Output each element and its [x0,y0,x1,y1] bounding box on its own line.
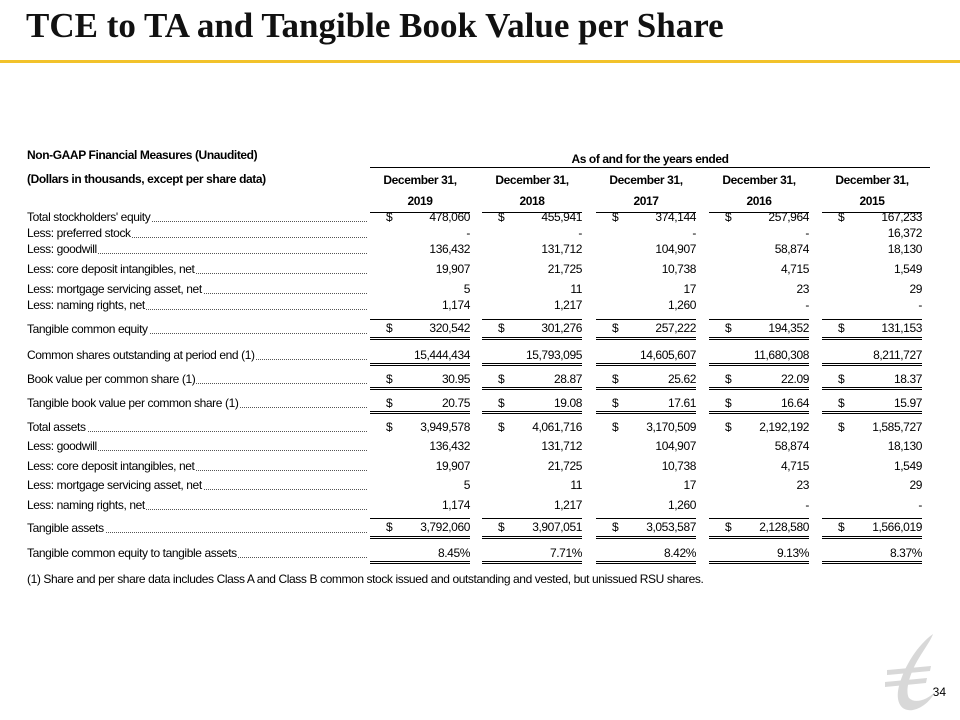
column-header-date: December 31, [722,173,796,187]
cell-value: 3,792,060 [420,520,470,534]
currency-symbol: $ [386,321,393,335]
table-cell [370,518,470,539]
table-cell [370,209,470,225]
column-header-2015 [822,170,922,212]
cell-value: 15,793,095 [525,348,582,362]
currency-symbol: $ [498,396,505,410]
cell-value: 8.37% [889,546,922,560]
table-cell [370,297,470,313]
cell-value: 19,907 [435,262,470,276]
currency-symbol: $ [386,420,393,434]
row-label: Less: core deposit intangibles, net [27,459,195,473]
cell-value: 1,260 [667,498,696,512]
table-row [27,395,932,411]
table-cell [482,261,582,277]
cell-value: 11 [570,282,582,296]
currency-symbol: $ [612,210,619,224]
currency-symbol: $ [612,321,619,335]
table-cell [709,477,809,493]
cell-value: 374,144 [655,210,696,224]
column-header-date: December 31, [495,173,569,187]
cell-value: 17 [683,282,696,296]
table-cell [822,419,922,435]
column-header-year: 2016 [746,194,772,208]
table-cell [482,297,582,313]
table-cell [370,261,470,277]
table-row [27,209,932,225]
cell-value: - [578,226,582,240]
cell-value: 23 [796,478,809,492]
table-row [27,545,932,561]
table-cell [482,241,582,257]
table-cell [370,497,470,513]
table-cell [596,241,696,257]
currency-symbol: $ [386,396,393,410]
cell-value: 5 [463,282,470,296]
row-label-cell [27,520,367,536]
table-cell [822,477,922,493]
currency-symbol: $ [725,396,732,410]
table-units-note: (Dollars in thousands, except per share data) [27,172,266,186]
row-label-cell [27,477,367,493]
table-caption: Non-GAAP Financial Measures (Unaudited) [27,148,258,162]
cell-value: 104,907 [655,439,696,453]
currency-symbol: $ [725,321,732,335]
cell-value: 30.95 [441,372,470,386]
cell-value: 20.75 [441,396,470,410]
table-row [27,497,932,513]
cell-value: 194,352 [768,321,809,335]
cell-value: - [466,226,470,240]
row-label-cell [27,497,367,513]
table-row [27,347,932,363]
table-cell [482,347,582,366]
currency-symbol: $ [498,210,505,224]
table-cell [709,371,809,390]
cell-value: 478,060 [429,210,470,224]
table-cell [370,241,470,257]
table-cell [482,395,582,414]
table-cell [822,497,922,513]
cell-value: 29 [909,478,922,492]
cell-value: 131,712 [541,242,582,256]
cell-value: 18.37 [893,372,922,386]
cell-value: 104,907 [655,242,696,256]
cell-value: 8.42% [663,546,696,560]
currency-symbol: $ [498,372,505,386]
cell-value: 8.45% [437,546,470,560]
table-cell [482,477,582,493]
currency-symbol: $ [725,520,732,534]
table-row [27,419,932,435]
table-cell [370,347,470,366]
table-cell [822,347,922,366]
row-label-cell [27,241,367,257]
table-cell [709,209,809,225]
table-cell [370,319,470,340]
cell-value: 58,874 [774,242,809,256]
currency-symbol: $ [386,520,393,534]
cell-value: 29 [909,282,922,296]
table-cell [596,395,696,414]
row-label-cell [27,209,367,225]
currency-symbol: $ [725,420,732,434]
cell-value: 4,061,716 [532,420,582,434]
column-group-header: As of and for the years ended [571,152,729,166]
table-cell [482,419,582,435]
cell-value: 11,680,308 [753,348,809,362]
column-header-year: 2017 [633,194,659,208]
table-cell [709,438,809,454]
cell-value: 131,153 [881,321,922,335]
table-cell [596,371,696,390]
table-cell [482,319,582,340]
table-cell [822,371,922,390]
row-label: Less: goodwill [27,439,97,453]
currency-symbol: $ [612,396,619,410]
row-label-cell [27,371,367,387]
cell-value: 1,174 [441,498,470,512]
table-cell [482,225,582,241]
cell-value: 23 [796,282,809,296]
table-cell [709,518,809,539]
row-label-cell [27,297,367,313]
column-header-year: 2018 [519,194,545,208]
table-cell [822,319,922,340]
cell-value: 3,170,509 [646,420,696,434]
cell-value: 1,217 [553,498,582,512]
cell-value: 455,941 [541,210,582,224]
table-cell [482,497,582,513]
row-label: Common shares outstanding at period end (1) [27,348,255,362]
row-label: Book value per common share (1) [27,372,196,386]
currency-symbol: $ [838,520,845,534]
currency-symbol: $ [838,372,845,386]
cell-value: 1,549 [893,459,922,473]
currency-symbol: $ [498,321,505,335]
cell-value: 301,276 [541,321,582,335]
page-number: 34 [932,685,946,699]
column-header-year: 2015 [859,194,885,208]
cell-value: 7.71% [549,546,582,560]
table-cell [596,458,696,474]
cell-value: 257,964 [768,210,809,224]
cell-value: 21,725 [547,262,582,276]
row-label: Less: naming rights, net [27,498,145,512]
cell-value: 10,738 [661,459,696,473]
cell-value: 4,715 [780,459,809,473]
column-header-2019 [370,170,470,212]
cell-value: 2,128,580 [759,520,809,534]
table-cell [709,545,809,564]
row-label: Tangible common equity [27,322,148,336]
cell-value: 14,605,607 [639,348,696,362]
cell-value: 4,715 [780,262,809,276]
currency-symbol: $ [612,372,619,386]
row-label: Less: naming rights, net [27,298,145,312]
cell-value: 22.09 [780,372,809,386]
cell-value: - [918,498,922,512]
table-cell [370,419,470,435]
cell-value: 1,260 [667,298,696,312]
table-row [27,261,932,277]
swoosh-logo-icon [883,630,943,716]
table-cell [596,438,696,454]
cell-value: - [805,498,809,512]
table-cell [482,371,582,390]
row-label-cell [27,321,367,337]
cell-value: 320,542 [429,321,470,335]
currency-symbol: $ [386,372,393,386]
footnote: (1) Share and per share data includes Class A and Class B common stock issued and outstanding and vested, but unissued RSU shares. [27,572,704,586]
table-cell [822,209,922,225]
row-label: Less: core deposit intangibles, net [27,262,195,276]
row-label-cell [27,281,367,297]
row-label-cell [27,395,367,411]
table-cell [596,518,696,539]
currency-symbol: $ [612,420,619,434]
cell-value: 11 [570,478,582,492]
column-header-2018 [482,170,582,212]
column-header-date: December 31, [835,173,909,187]
table-row [27,520,932,536]
row-label-cell [27,545,367,561]
table-row [27,371,932,387]
table-cell [596,281,696,297]
cell-value: - [805,226,809,240]
cell-value: 28.87 [553,372,582,386]
cell-value: 16.64 [780,396,809,410]
title-divider [0,60,960,63]
table-cell [370,458,470,474]
currency-symbol: $ [725,372,732,386]
table-row [27,321,932,337]
table-cell [822,545,922,564]
table-row [27,438,932,454]
cell-value: 5 [463,478,470,492]
cell-value: - [805,298,809,312]
table-row [27,458,932,474]
row-label: Tangible book value per common share (1) [27,396,239,410]
cell-value: 10,738 [661,262,696,276]
cell-value: 17 [683,478,696,492]
column-header-2017 [596,170,696,212]
table-cell [370,395,470,414]
table-row [27,281,932,297]
table-cell [709,261,809,277]
table-cell [482,281,582,297]
table-cell [596,497,696,513]
row-label: Tangible common equity to tangible assets [27,546,237,560]
table-row [27,241,932,257]
currency-symbol: $ [386,210,393,224]
column-header-date: December 31, [609,173,683,187]
table-cell [709,241,809,257]
column-header-date: December 31, [383,173,457,187]
cell-value: 3,053,587 [646,520,696,534]
cell-value: - [918,298,922,312]
table-row [27,477,932,493]
table-cell [822,261,922,277]
table-cell [370,438,470,454]
row-label-cell [27,419,367,435]
table-cell [596,545,696,564]
row-label: Less: mortgage servicing asset, net [27,478,202,492]
table-cell [709,419,809,435]
table-cell [596,419,696,435]
cell-value: 131,712 [541,439,582,453]
table-cell [482,458,582,474]
cell-value: 21,725 [547,459,582,473]
cell-value: 136,432 [429,439,470,453]
table-cell [709,225,809,241]
table-cell [370,225,470,241]
currency-symbol: $ [498,420,505,434]
cell-value: 25.62 [667,372,696,386]
slide-title: TCE to TA and Tangible Book Value per Share [26,6,724,45]
table-row [27,225,932,241]
currency-symbol: $ [838,210,845,224]
currency-symbol: $ [838,396,845,410]
table-cell [482,545,582,564]
column-header-year: 2019 [407,194,433,208]
table-cell [596,319,696,340]
table-cell [822,438,922,454]
table-cell [709,347,809,366]
currency-symbol: $ [725,210,732,224]
table-cell [822,241,922,257]
column-header-2016 [709,170,809,212]
table-cell [596,261,696,277]
cell-value: 8,211,727 [873,348,922,362]
currency-symbol: $ [838,321,845,335]
row-label: Tangible assets [27,521,104,535]
table-cell [370,477,470,493]
currency-symbol: $ [612,520,619,534]
cell-value: 3,907,051 [532,520,582,534]
cell-value: 17.61 [667,396,696,410]
table-cell [370,371,470,390]
row-label-cell [27,347,367,363]
table-cell [709,297,809,313]
cell-value: 1,566,019 [872,520,922,534]
currency-symbol: $ [838,420,845,434]
cell-value: 1,585,727 [872,420,922,434]
table-cell [822,518,922,539]
cell-value: 1,174 [441,298,470,312]
cell-value: 15,444,434 [413,348,470,362]
cell-value: 2,192,192 [759,420,809,434]
table-cell [482,438,582,454]
table-cell [822,281,922,297]
table-cell [709,458,809,474]
table-cell [709,281,809,297]
column-group-rule [370,167,930,168]
row-label: Less: preferred stock [27,226,131,240]
currency-symbol: $ [498,520,505,534]
table-cell [822,395,922,414]
cell-value: 18,130 [887,242,922,256]
cell-value: 1,217 [553,298,582,312]
cell-value: 16,372 [887,226,922,240]
table-cell [822,297,922,313]
cell-value: 3,949,578 [420,420,470,434]
cell-value: 1,549 [893,262,922,276]
row-label: Total stockholders' equity [27,210,151,224]
cell-value: 136,432 [429,242,470,256]
cell-value: 18,130 [887,439,922,453]
cell-value: 167,233 [881,210,922,224]
row-label: Total assets [27,420,86,434]
table-cell [482,209,582,225]
cell-value: - [692,226,696,240]
table-cell [596,347,696,366]
table-cell [596,297,696,313]
table-cell [482,518,582,539]
cell-value: 9.13% [776,546,809,560]
cell-value: 58,874 [774,439,809,453]
cell-value: 19,907 [435,459,470,473]
table-cell [822,458,922,474]
table-cell [709,319,809,340]
cell-value: 19.08 [553,396,582,410]
table-cell [370,545,470,564]
row-label: Less: mortgage servicing asset, net [27,282,202,296]
table-cell [596,209,696,225]
cell-value: 15.97 [893,396,922,410]
row-label-cell [27,458,367,474]
row-label: Less: goodwill [27,242,97,256]
table-cell [709,497,809,513]
cell-value: 257,222 [655,321,696,335]
table-cell [709,395,809,414]
table-cell [596,225,696,241]
table-cell [370,281,470,297]
row-label-cell [27,225,367,241]
table-row [27,297,932,313]
row-label-cell [27,438,367,454]
table-cell [596,477,696,493]
row-label-cell [27,261,367,277]
table-cell [822,225,922,241]
